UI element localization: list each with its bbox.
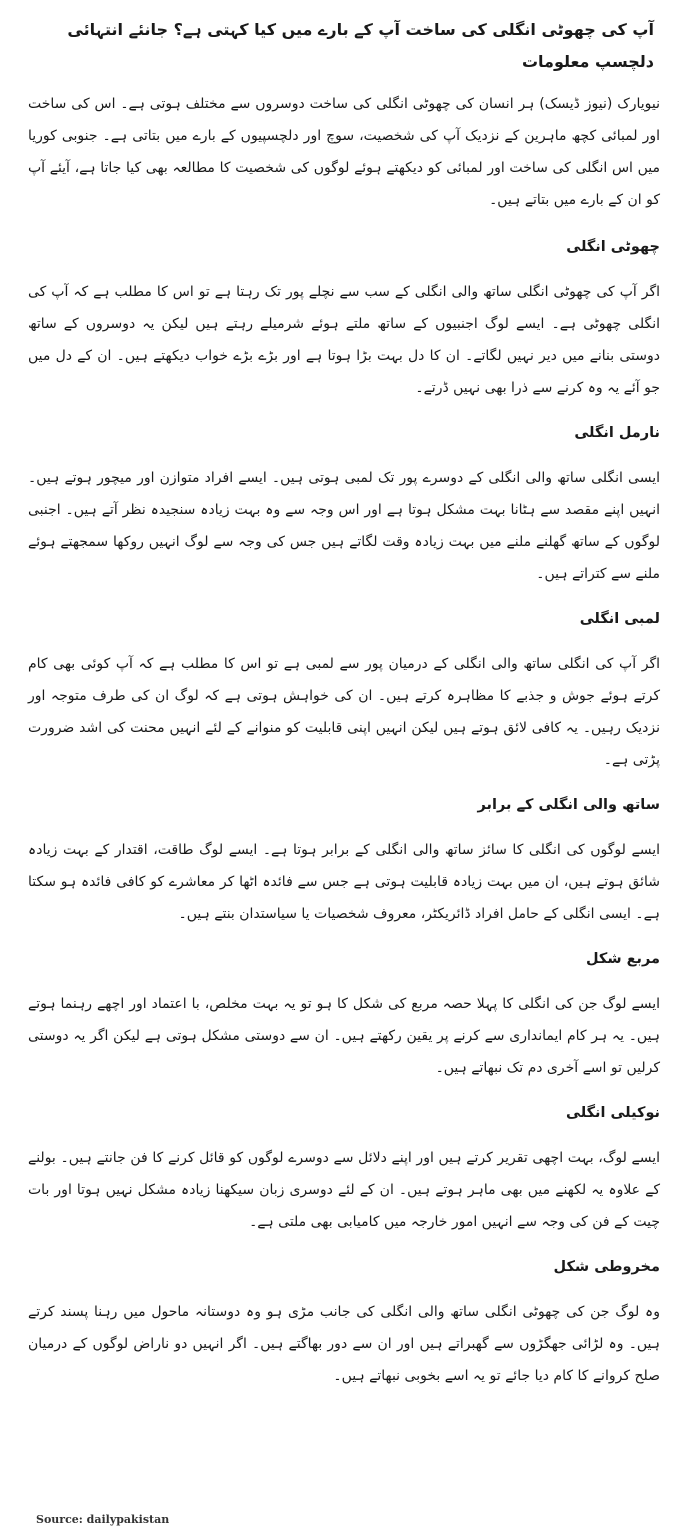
section-heading-long-finger: لمبی انگلی — [579, 611, 660, 627]
section-heading-equal-finger: ساتھ والی انگلی کے برابر — [477, 797, 660, 813]
section-text-long-finger: اگر آپ کی انگلی ساتھ والی انگلی کے درمیان پور سے لمبی ہے تو اس کا مطلب ہے کہ آپ کوئی بھی کام کرتے ہوئے جوش و جذبے کا مظاہرہ کرتے ہیں۔ ان کی خواہش ہوتی ہے کہ لوگ ان کی طرف متوجہ اور نزدیک رہیں۔ یہ کافی لائق ہوتے ہیں لیکن انہیں اپنی قابلیت کو منوانے کے لئے انہیں محنت کی اشد ضرورت پڑتی ہے۔ — [28, 656, 660, 768]
article-title: آپ کی چھوٹی انگلی کی ساخت آپ کے بارے میں کیا کہتی ہے؟ جانئے انتہائی دلچسپ معلومات — [67, 20, 654, 71]
section-text-equal-finger: ایسے لوگوں کی انگلی کا سائز ساتھ والی انگلی کے برابر ہوتا ہے۔ ایسے لوگ طاقت، اقتدار کے بہت زیادہ شائق ہوتے ہیں، ان میں بہت زیادہ قابلیت ہوتی ہے جس سے فائدہ اٹھا کر معاشرے کو کافی فائدہ ہو سکتا ہے۔ ایسی انگلی کے حامل افراد ڈائریکٹر، معروف شخصیات یا سیاستدان بنتے ہیں۔ — [28, 842, 660, 922]
section-text-conical-shape: وہ لوگ جن کی چھوٹی انگلی ساتھ والی انگلی کی جانب مڑی ہو وہ دوستانہ ماحول میں رہنا پسند کرتے ہیں۔ وہ لڑائی جھگڑوں سے گھبراتے ہیں اور ان سے دور بھاگتے ہیں۔ اگر انہیں دو ناراض لوگوں کے درمیان صلح کروانے کا کام دیا جائے تو یہ اسے بخوبی نبھاتے ہیں۔ — [28, 1304, 660, 1384]
section-heading-square-shape: مربع شکل — [585, 951, 660, 967]
section-heading-conical-shape: مخروطی شکل — [553, 1259, 660, 1275]
section-heading-normal-finger: نارمل انگلی — [574, 425, 660, 441]
section-heading-small-finger: چھوٹی انگلی — [566, 239, 660, 255]
source-credit: Source: dailypakistan — [36, 1513, 170, 1526]
section-text-normal-finger: ایسی انگلی ساتھ والی انگلی کے دوسرے پور تک لمبی ہوتی ہیں۔ ایسے افراد متوازن اور میچور ہوتے ہیں۔ انہیں اپنے مقصد سے ہٹانا بہت مشکل ہوتا ہے اور اس وجہ سے وہ بہت زیادہ سنجیدہ نظر آتے ہیں۔ اجنبی لوگوں کے ساتھ گھلنے ملنے میں بہت زیادہ وقت لگاتے ہیں جس کی وجہ سے لوگ انہیں روکھا سمجھتے ہوئے ملنے سے کتراتے ہیں۔ — [28, 470, 660, 582]
section-text-square-shape: ایسے لوگ جن کی انگلی کا پہلا حصہ مربع کی شکل کا ہو تو یہ بہت مخلص، با اعتماد اور اچھے رہنما ہوتے ہیں۔ یہ ہر کام ایمانداری سے کرنے پر یقین رکھتے ہیں۔ ان سے دوستی مشکل ہوتی ہے لیکن اگر یہ دوستی کرلیں تو اسے آخری دم تک نبھاتے ہیں۔ — [28, 996, 660, 1076]
section-heading-pointed-finger: نوکیلی انگلی — [566, 1105, 660, 1121]
section-text-pointed-finger: ایسے لوگ، بہت اچھی تقریر کرتے ہیں اور اپنے دلائل سے دوسرے لوگوں کو قائل کرنے کا فن جانتے ہیں۔ بولنے کے علاوہ یہ لکھنے میں بھی ماہر ہوتے ہیں۔ ان کے لئے دوسری زبان سیکھنا زیادہ مشکل نہیں ہوتا اور بات چیت کے فن کی وجہ سے انہیں امور خارجہ میں کامیابی بھی ملتی ہے۔ — [28, 1150, 660, 1230]
section-text-small-finger: اگر آپ کی چھوٹی انگلی ساتھ والی انگلی کے سب سے نچلے پور تک رہتا ہے تو اس کا مطلب ہے کہ آپ کی انگلی چھوٹی ہے۔ ایسے لوگ اجنبیوں کے ساتھ ملتے ہوئے شرمیلے رہتے ہیں لیکن یہ دوسروں کے ساتھ دوستی بنانے میں دیر نہیں لگاتے۔ ان کا دل بہت بڑا ہوتا ہے اور بڑے بڑے خواب دیکھتے ہیں۔ ان کے دل میں جو آئے یہ وہ کرنے سے ذرا بھی نہیں ڈرتے۔ — [28, 284, 660, 396]
intro-paragraph: نیویارک (نیوز ڈیسک) ہر انسان کی چھوٹی انگلی کی ساخت دوسروں سے مختلف ہوتی ہے۔ اس کی ساخت اور لمبائی کچھ ماہرین کے نزدیک آپ کی شخصیت، سوچ اور دلچسپیوں کے بارے میں بتاتی ہے۔ جنوبی کوریا میں اس انگلی کی ساخت اور لمبائی کو دیکھتے ہوئے لوگوں کی شخصیت کا مطالعہ بھی کیا جاتا ہے، آیئے آپ کو ان کے بارے میں بتاتے ہیں۔ — [28, 96, 660, 208]
